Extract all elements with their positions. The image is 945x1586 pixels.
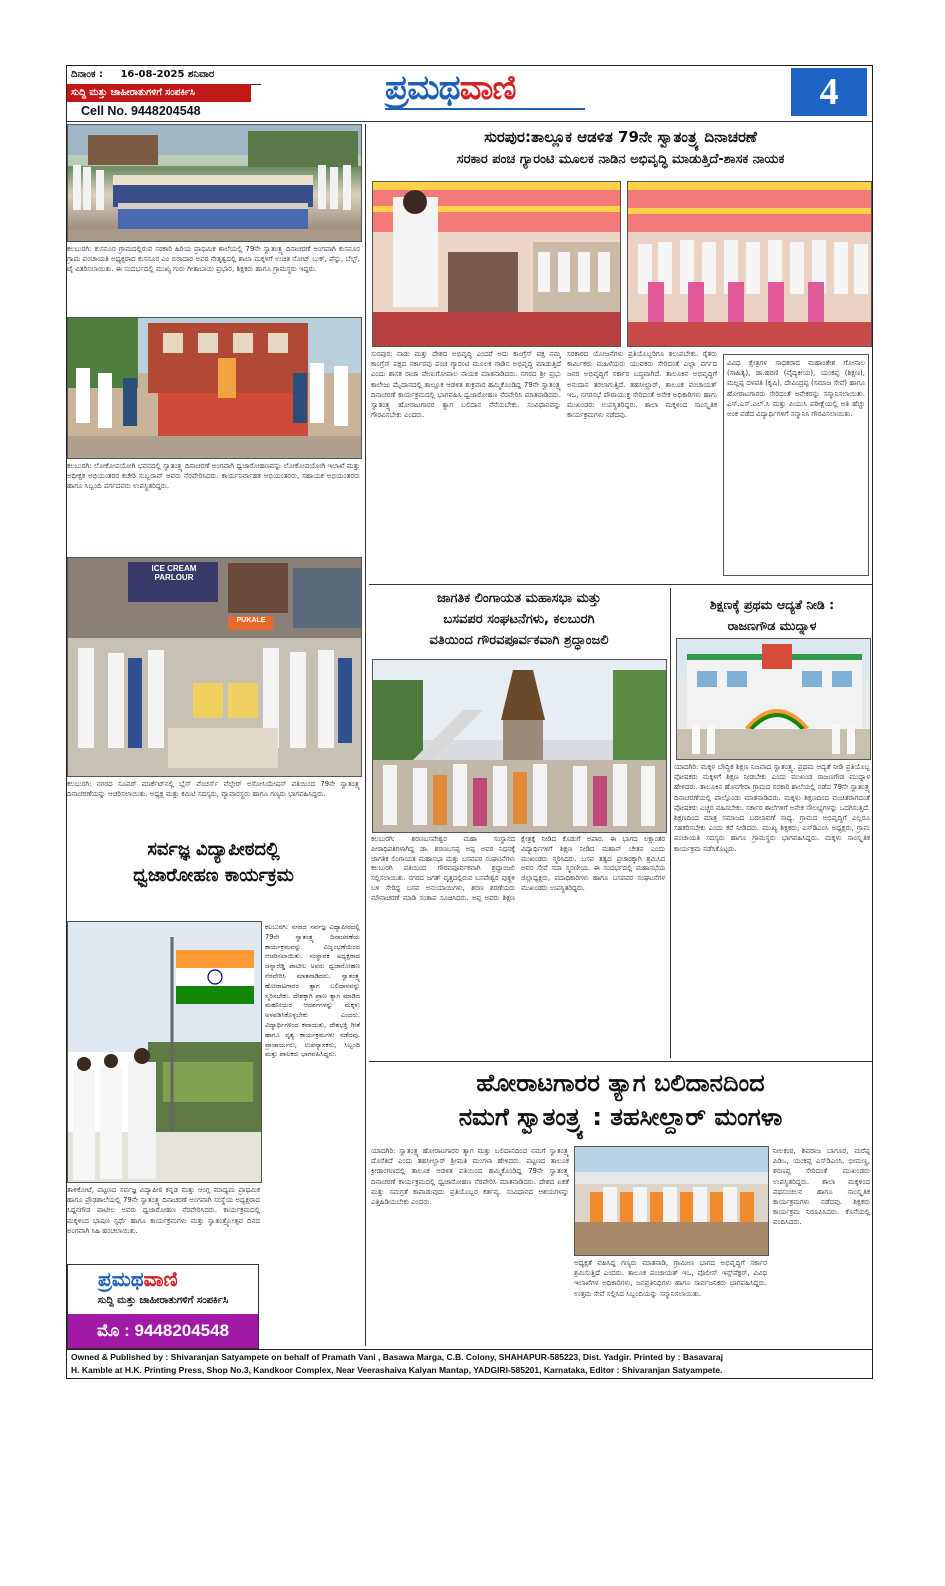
pwd-photo-art — [68, 318, 361, 458]
lingayat-article-body: ಕಲಬುರಗಿ: ಶರಣಬಸವೇಶ್ವರ ಮಹಾ ಸಂಸ್ಥಾನದ ಪೀಠಾಧಿಪತಿಗಳಾಗಿದ್ದ ಡಾ. ಶರಣಬಸಪ್ಪ ಅಪ್ಪ ಅವರ ನಿಧನಕ್ಕೆ ಜಾಗತಿಕ ಲಿಂಗಾಯತ ಮಹಾಸಭಾ ಮತ್ತು ಬಸವಪರ ಸಂಘಟನೆಗಳು ಕಲಬುರಗಿ ವತಿಯಿಂದ ಗೌರವಪೂರ್ವಕವಾಗಿ ಶ್ರದ್ಧಾಂಜಲಿ ಸಲ್ಲಿಸಲಾಯಿತು. ನಗರದ ಜಗತ್ ವೃತ್ತದಲ್ಲಿರುವ ಬಸವೇಶ್ವರ ಪುತ್ಥಳಿ ಬಳಿ ಸೇರಿದ್ದ ಬಸವ ಅನುಯಾಯಿಗಳು, ಶರಣ ಶರಣೆಯರು ಮೌನಾಚರಣೆ ಮಾಡಿ ಸಂತಾಪ ಸೂಚಿಸಿದರು. ಅಪ್ಪ ಅವರು ಶಿಕ್ಷಣ ಕ್ಷೇತ್ರಕ್ಕೆ ನೀಡಿದ ಕೊಡುಗೆ ಅಪಾರ. ಈ ಭಾಗದ ಲಕ್ಷಾಂತರ ವಿದ್ಯಾರ್ಥಿಗಳಿಗೆ ಶಿಕ್ಷಣ ನೀಡಿದ ಮಹಾನ್ ಚೇತನ ಎಂದು ಮುಖಂಡರು ಸ್ಮರಿಸಿದರು. ಬಸವ ತತ್ವದ ಪ್ರಚಾರಕ್ಕಾಗಿ ಶ್ರಮಿಸಿದ ಅವರ ಸೇವೆ ಸದಾ ಸ್ಮರಣೀಯ. ಈ ಸಂದರ್ಭದಲ್ಲಿ ಮಹಾಸಭೆಯ ಜಿಲ್ಲಾಧ್ಯಕ್ಷರು, ಪದಾಧಿಕಾರಿಗಳು ಹಾಗೂ ಬಸವಪರ ಸಂಘಟನೆಗಳ ಮುಖಂಡರು ಉಪಸ್ಥಿತರಿದ್ದರು. — [371, 835, 665, 902]
caption-pwd: ಕಲಬುರಗಿ: ಲೋಕೋಪಯೋಗಿ ಭವನದಲ್ಲಿ ಸ್ವಾತಂತ್ರ್ಯ ದಿನಾಚರಣೆ ಅಂಗವಾಗಿ ಧ್ವಜಾರೋಹಣವನ್ನು ಲೋಕೋಪಯೋಗಿ ಇಲಾಖೆ ಮತ್ತು ಅಧೀಕ್ಷಕ ಅಭಿಯಂತರರ ಕಚೇರಿ ಸುಬ್ಬರಾವ್ ಅವರು ನೆರವೇರಿಸಿದರು. ಕಾರ್ಯನಿರ್ವಾಹಕ ಅಭಿಯಂತರರು, ಸಹಾಯಕ ಅಭಿಯಂತರರು ಹಾಗೂ ಸಿಬ್ಬಂದಿ ವರ್ಗದವರು ಉಪಸ್ಥಿತರಿದ್ದರು. — [67, 462, 360, 491]
tahasildar-body-col-1: ಯಾದಗಿರಿ: ಸ್ವಾತಂತ್ರ್ಯ ಹೋರಾಟಗಾರರ ತ್ಯಾಗ ಮತ್ತು ಬಲಿದಾನದಿಂದ ನಮಗೆ ಸ್ವಾತಂತ್ರ್ಯ ದೊರೆತಿದೆ ಎಂದು ತಹಸೀಲ್ದಾರ್ ಶ್ರೀಮತಿ ಮಂಗಳಾ ಹೇಳಿದರು. ಪಟ್ಟಣದ ತಾಲೂಕ ಕ್ರೀಡಾಂಗಣದಲ್ಲಿ ತಾಲೂಕ ಆಡಳಿತ ವತಿಯಿಂದ ಹಮ್ಮಿಕೊಂಡಿದ್ದ 79ನೇ ಸ್ವಾತಂತ್ರ್ಯ ದಿನಾಚರಣೆ ಕಾರ್ಯಕ್ರಮದಲ್ಲಿ ಧ್ವಜಾರೋಹಣ ನೆರವೇರಿಸಿ ಮಾತನಾಡಿದರು. ದೇಶದ ಏಕತೆ ಮತ್ತು ಸಮಗ್ರತೆ ಕಾಪಾಡುವುದು ಪ್ರತಿಯೊಬ್ಬರ ಕರ್ತವ್ಯ. ಸಂವಿಧಾನದ ಆಶಯಗಳನ್ನು ಎತ್ತಿಹಿಡಿಯಬೇಕು ಎಂದರು. — [371, 1147, 569, 1207]
school-children-photo — [67, 124, 362, 242]
basava-statue-photo — [372, 659, 667, 833]
education-headline-1: ಶಿಕ್ಷಣಕ್ಕೆ ಪ್ರಥಮ ಆದ್ಯತೆ ನೀಡಿ : — [709, 597, 835, 612]
mla-speech-photo — [372, 181, 621, 347]
tahasildar-headline-2: ನಮಗೆ ಸ್ವಾತಂತ್ರ್ಯ : ತಹಸೀಲ್ದಾರ್ ಮಂಗಳಾ — [458, 1103, 783, 1131]
education-article-body: ಯಾದಗಿರಿ: ಮಕ್ಕಳ ಬೌದ್ಧಿಕ ಶಿಕ್ಷಣ ನಿಜವಾದ ಸ್ವಾತಂತ್ರ್ಯ. ಪ್ರಥಮ ಆದ್ಯತೆ ನೀಡಿ ಪ್ರತಿಯೊಬ್ಬ ಪೋಷಕರು ಮಕ್ಕಳಿಗೆ ಶಿಕ್ಷಣ ನೀಡಬೇಕು ಎಂದು ಮುಖಂಡ ರಾಜಣಗೌಡ ಮುದ್ನಾಳ ಹೇಳಿದರು. ತಾಲೂಕಿನ ಹೊನಗೇರಾ ಗ್ರಾಮದ ಸರಕಾರಿ ಶಾಲೆಯಲ್ಲಿ ನಡೆದ 79ನೇ ಸ್ವಾತಂತ್ರ್ಯ ದಿನಾಚರಣೆಯಲ್ಲಿ ಪಾಲ್ಗೊಂಡು ಮಾತನಾಡಿದರು. ಮಕ್ಕಳು ಶಿಕ್ಷಣದಿಂದ ವಂಚಿತರಾಗದಂತೆ ಪೋಷಕರು ಎಚ್ಚರ ವಹಿಸಬೇಕು. ಸರ್ಕಾರ ಶಾಲೆಗಳಿಗೆ ಅನೇಕ ಸೌಲಭ್ಯಗಳನ್ನು ಒದಗಿಸುತ್ತಿದೆ. ಶಿಕ್ಷಣದಿಂದ ಮಾತ್ರ ಸಮಾಜದ ಬದಲಾವಣೆ ಸಾಧ್ಯ. ಗ್ರಾಮದ ಅಭಿವೃದ್ಧಿಗೆ ಎಲ್ಲರೂ ಸಹಕರಿಸಬೇಕು ಎಂದು ಕರೆ ನೀಡಿದರು. ಮುಖ್ಯ ಶಿಕ್ಷಕರು, ಎಸ್‌ಡಿಎಂಸಿ ಅಧ್ಯಕ್ಷರು, ಗ್ರಾಮ ಪಂಚಾಯತಿ ಸದಸ್ಯರು ಹಾಗೂ ಗ್ರಾಮಸ್ಥರು ಭಾಗವಹಿಸಿದ್ದರು. ಮಕ್ಕಳು ಸಾಂಸ್ಕೃತಿಕ ಕಾರ್ಯಕ್ರಮ ನಡೆಸಿಕೊಟ್ಟರು. — [674, 763, 870, 853]
logo-underline — [385, 108, 585, 110]
ad-logo-part-1: ಪ್ರಮಥ — [98, 1267, 144, 1291]
lingayat-headline-3: ವತಿಯಿಂದ ಗೌರವಪೂರ್ವಕವಾಗಿ ಶ್ರದ್ಧಾಂಜಲಿ — [429, 633, 609, 648]
cell-label: Cell No. — [81, 104, 128, 118]
cell-number-line — [81, 104, 201, 118]
tahasildar-body-col-2: ಅಧ್ಯಕ್ಷತೆ ವಹಿಸಿದ್ದ ಗಣ್ಯರು ಮಾತನಾಡಿ, ಗ್ರಾಮೀಣ ಭಾಗದ ಅಭಿವೃದ್ಧಿಗೆ ಸರ್ಕಾರ ಶ್ರಮಿಸುತ್ತಿದೆ ಎಂದರು. ತಾಲೂಕ ಪಂಚಾಯತ್ ಇಒ, ಪೊಲೀಸ್ ಇನ್ಸ್‌ಪೆಕ್ಟರ್, ವಿವಿಧ ಇಲಾಖೆಗಳ ಅಧಿಕಾರಿಗಳು, ಜನಪ್ರತಿನಿಧಿಗಳು ಹಾಗೂ ಸಾರ್ವಜನಿಕರು ಭಾಗವಹಿಸಿದ್ದರು. ಉತ್ತಮ ಸೇವೆ ಸಲ್ಲಿಸಿದ ಸಿಬ್ಬಂದಿಯನ್ನು ಸನ್ಮಾನಿಸಲಾಯಿತು. — [574, 1259, 767, 1298]
lingayat-headline-1: ಜಾಗತಿಕ ಲಿಂಗಾಯತ ಮಹಾಸಭಾ ಮತ್ತು — [437, 591, 601, 606]
newspaper-logo — [385, 68, 625, 116]
pwd-flag-hoisting-photo — [67, 317, 362, 459]
cell-number: 9448204548 — [131, 104, 201, 118]
lingayat-headline-2: ಬಸವಪರ ಸಂಘಟನೆಗಳು, ಕಲಬುರಗಿ — [443, 612, 595, 627]
advertisement-box — [67, 1264, 259, 1349]
school-photo-art — [677, 639, 870, 759]
mla-photo-art — [373, 182, 620, 346]
date-line — [67, 66, 261, 85]
ad-phone: ಮೊ : 9448204548 — [68, 1314, 258, 1348]
page-number-box: 4 — [791, 68, 867, 116]
imprint-line-1: Owned & Published by : Shivaranjan Satyampete on behalf of Pramath Vani , Basawa Marga, C.B. Colony, SHAHAPUR-585223, Dist. Yadgir. Printed by : Basavaraj — [71, 1352, 724, 1362]
column-divider-left — [365, 124, 366, 1346]
stage-photo-art — [628, 182, 871, 346]
caption-school: ಕಲಬುರಗಿ: ಕುಸನೂರ ಗ್ರಾಮದಲ್ಲಿರುವ ಸರಕಾರಿ ಹಿರಿಯ ಪ್ರಾಥಮಿಕ ಶಾಲೆಯಲ್ಲಿ 79ನೇ ಸ್ವಾತಂತ್ರ್ಯ ದಿನಾಚರಣೆ ಅಂಗವಾಗಿ ಕುಸನೂರ ಗ್ರಾಮ ಪಂಚಾಯತಿ ಅಧ್ಯಕ್ಷರಾದ ಕುಸನೂರ ಎಂ ಬಿರಾದಾರ ಅವರ ನೇತೃತ್ವದಲ್ಲಿ ಶಾಲಾ ಮಕ್ಕಳಿಗೆ ಉಚಿತ ನೋಟ್ ಬುಕ್, ಪೆನ್ನು, ಬೆಲ್ಟ್, ಟೈ ವಿತರಿಸಲಾಯಿತು. ಈ ಸಂದರ್ಭದಲ್ಲಿ ಮುಖ್ಯ ಗುರು ಗೀತಾಬಾಯಿ ಪ್ರಭಾರ, ಶಿಕ್ಷಕರು ಹಾಗೂ ಗ್ರಾಮಸ್ಥರು ಇದ್ದರು. — [67, 245, 360, 274]
date-label: ದಿನಾಂಕ : — [71, 69, 103, 80]
flag-photo-art — [68, 922, 261, 1182]
felicitation-stage-photo — [627, 181, 872, 347]
education-headline-2: ರಾಜಣಗೌಡ ಮುದ್ನಾಳ — [727, 618, 817, 633]
column-divider-right — [670, 588, 671, 1058]
lead-subheadline: ಸರಕಾರ ಪಂಚ ಗ್ಯಾರಂಟಿ ಮೂಲಕ ನಾಡಿನ ಅಭಿವೃದ್ಧಿ ಮಾಡುತ್ತಿದೆ-ಶಾಸಕ ನಾಯಕ — [456, 152, 785, 167]
newspaper-page — [66, 65, 873, 1379]
imprint-footer — [67, 1349, 872, 1378]
imprint-line-2: H. Kamble at H.K. Printing Press, Shop No.3, Kandkoor Complex, Near Veerashaiva Kalyan Mantap, YADGIRI-585201, Karnataka, Editor : Shivaranjan Satyampete. — [71, 1365, 723, 1375]
sarvajna-headline-1: ಸರ್ವಜ್ಞ ವಿದ್ಯಾಪೀಠದಲ್ಲಿ — [147, 839, 280, 860]
statue-photo-art — [373, 660, 666, 832]
tahasildar-top-rule — [369, 1061, 872, 1062]
logo-part-2: ವಾಣಿ — [459, 68, 516, 108]
masthead-divider — [67, 121, 872, 122]
market-photo-art — [68, 558, 361, 776]
school-children-photo-art — [68, 125, 361, 241]
school-building-photo — [676, 638, 871, 760]
lead-awardees-box: ವಿವಿಧ ಕ್ಷೇತ್ರಗಳ ಸಾಧಕರಾದ ಮಹಾಂತೇಶ ಗೋನಾಲ (ಸಾಹಿತ್ಯ), ಡಾ.ಹರಣಿ (ವೈದ್ಯಕೀಯ), ಯಂಕಪ್ಪ (ಶಿಕ್ಷಣ), ಮಲ್ಲಪ್ಪ ದಳಪತಿ (ಕೃಷಿ), ದೇವಿಂದ್ರಪ್ಪ (ಸಮಾಜ ಸೇವೆ) ಹಾಗೂ ಹೋರಾಟಗಾರರು ಸೇರಿದಂತೆ ಅನೇಕರನ್ನು ಸನ್ಮಾನಿಸಲಾಯಿತು. ಎಸ್.ಎಸ್.ಎಲ್.ಸಿ ಮತ್ತು ಪಿಯುಸಿ ಪರೀಕ್ಷೆಯಲ್ಲಿ ಅತಿ ಹೆಚ್ಚು ಅಂಕ ಪಡೆದ ವಿದ್ಯಾರ್ಥಿಗಳಿಗೆ ಸನ್ಮಾನಿಸಿ ಗೌರವಿಸಲಾಯಿತು. — [723, 354, 869, 576]
sarvajna-headline-2: ಧ್ವಜಾರೋಹಣ ಕಾರ್ಯಕ್ರಮ — [133, 865, 294, 886]
tahasildar-stage-photo — [574, 1146, 769, 1256]
sarvajna-article-body: ಕಲಬುರಗಿ: ನಗರದ ಸರ್ವಜ್ಞ ವಿದ್ಯಾಪೀಠದಲ್ಲಿ 79ನೇ ಸ್ವಾತಂತ್ರ್ಯ ದಿನಾಚರಣೆಯ ಕಾರ್ಯಕ್ರಮವನ್ನು ವಿಜೃಂಭಣೆಯಿಂದ ಆಚರಿಸಲಾಯಿತು. ಸಂಸ್ಥಾಪಕ ಅಧ್ಯಕ್ಷರಾದ ಚನ್ನಾರೆಡ್ಡಿ ಪಾಟೀಲ ಅವರು ಧ್ವಜಾರೋಹಣ ನೆರವೇರಿಸಿ ಮಾತನಾಡಿದರು. ಸ್ವಾತಂತ್ರ್ಯ ಹೋರಾಟಗಾರರ ತ್ಯಾಗ ಬಲಿದಾನವನ್ನು ಸ್ಮರಿಸಬೇಕು. ದೇಶಕ್ಕಾಗಿ ಪ್ರಾಣ ತ್ಯಾಗ ಮಾಡಿದ ಮಹನೀಯರ ಆದರ್ಶಗಳನ್ನು ಮಕ್ಕಳು ಅಳವಡಿಸಿಕೊಳ್ಳಬೇಕು ಎಂದರು. ವಿದ್ಯಾರ್ಥಿಗಳಿಂದ ಕವಾಯತು, ದೇಶಭಕ್ತಿ ಗೀತೆ ಹಾಗೂ ನೃತ್ಯ ಕಾರ್ಯಕ್ರಮಗಳು ನಡೆದವು. ಪ್ರಾಚಾರ್ಯರು, ಉಪನ್ಯಾಸಕರು, ಸಿಬ್ಬಂದಿ ಮತ್ತು ಪಾಲಕರು ಭಾಗವಹಿಸಿದ್ದರು. — [265, 923, 360, 1059]
icecream-sign: ICE CREAM PARLOUR — [151, 564, 197, 582]
ad-contact-line: ಸುದ್ದಿ ಮತ್ತು ಜಾಹೀರಾತುಗಳಿಗೆ ಸಂಪರ್ಕಿಸಿ — [97, 1295, 229, 1306]
lead-headline: ಸುರಪುರ:ತಾಲ್ಲೂಕ ಆಡಳಿತ 79ನೇ ಸ್ವಾತಂತ್ರ್ಯ ದಿನಾಚರಣೆ — [484, 128, 757, 146]
tahasildar-photo-art — [575, 1147, 768, 1255]
date-value: 16-08-2025 ಶನಿವಾರ — [120, 69, 215, 80]
ads-contact-strip: ಸುದ್ದಿ ಮತ್ತು ಜಾಹೀರಾತುಗಳಿಗೆ ಸಂಪರ್ಕಿಸಿ — [67, 84, 251, 102]
market-celebration-photo — [67, 557, 362, 777]
shop-sign: PUKALE — [236, 617, 266, 624]
sarvajna-flag-photo — [67, 921, 262, 1183]
lead-bottom-rule — [369, 584, 872, 585]
lead-body-col-1: ಸುರಪುರ: ನಾಡು ಮತ್ತು ದೇಶದ ಅಭಿವೃದ್ಧಿ ಎಂದರೆ ಅದು ಕಾಂಗ್ರೆಸ್ ಪಕ್ಷ ನಮ್ಮ ಕಾಂಗ್ರೆಸ್ ಪಕ್ಷದ ಸರ್ಕಾರವು ಪಂಚ ಗ್ಯಾರಂಟಿ ಮೂಲಕ ನಾಡಿನ ಅಭಿವೃದ್ಧಿ ಮಾಡುತ್ತಿದೆ ಎಂದು ಶಾಸಕ ರಾಜಾ ವೇಣುಗೋಪಾಲ ನಾಯಕ ಮಾತನಾಡಿದರು. ನಗರದ ಶ್ರೀ ಪ್ರಭು ಕಾಲೇಜು ಮೈದಾನದಲ್ಲಿ ತಾಲ್ಲೂಕ ಆಡಳಿತ ಶುಕ್ರವಾರ ಹಮ್ಮಿಕೊಂಡಿದ್ದ 79ನೇ ಸ್ವಾತಂತ್ರ್ಯ ದಿನಾಚರಣೆ ಕಾರ್ಯಕ್ರಮದಲ್ಲಿ ಭಾಗವಹಿಸಿ ಧ್ವಜಾರೋಹಣ ನೆರವೇರಿಸಿ ಮಾತನಾಡಿದರು. ಸ್ವಾತಂತ್ರ್ಯ ಹೋರಾಟಗಾರರ ತ್ಯಾಗ ಬಲಿದಾನ ನೆನೆಯಬೇಕು. ಸಂವಿಧಾನವನ್ನು ಗೌರವಿಸಬೇಕು ಎಂದರು. — [371, 350, 561, 420]
tahasildar-body-col-3: ನೀಲಕಂಠ, ಶಿವರಾಜ ಬಾಗೂರ, ಮರೆಪ್ಪ ಪಿಡಿಒ, ಯಂಕಪ್ಪ ಎಸ್‌ಡಿಎಂಸಿ, ಭೀಮಣ್ಣ, ಶರಣಪ್ಪ ಸೇರಿದಂತೆ ಮುಖಂಡರು ಉಪಸ್ಥಿತರಿದ್ದರು. ಶಾಲಾ ಮಕ್ಕಳಿಂದ ಪಥಸಂಚಲನ ಹಾಗೂ ಸಾಂಸ್ಕೃತಿಕ ಕಾರ್ಯಕ್ರಮಗಳು ನಡೆದವು. ಶಿಕ್ಷಕರು ಕಾರ್ಯಕ್ರಮ ನಿರೂಪಿಸಿದರು. ಕೊನೆಯಲ್ಲಿ ವಂದಿಸಿದರು. — [773, 1147, 870, 1227]
tahasildar-headline-1: ಹೋರಾಟಗಾರರ ತ್ಯಾಗ ಬಲಿದಾನದಿಂದ — [476, 1069, 765, 1097]
sarvajna-article-body-2: ತಾಳಿಕೋಟೆ, ಪಟ್ಟಣದ ಸರ್ವಜ್ಞ ವಿದ್ಯಾಪೀಠ ಕನ್ನಡ ಮತ್ತು ಆಂಗ್ಲ ಮಾಧ್ಯಮ ಪ್ರಾಥಮಿಕ ಹಾಗೂ ಪ್ರೌಢಶಾಲೆಯಲ್ಲಿ 79ನೇ ಸ್ವಾತಂತ್ರ್ಯ ದಿನಾಚರಣೆ ಅಂಗವಾಗಿ ಸಂಸ್ಥೆಯ ಅಧ್ಯಕ್ಷರಾದ ಸಿದ್ದನಗೌಡ ಪಾಟೀಲ ಅವರು ಧ್ವಜಾರೋಹಣ ನೆರವೇರಿಸಿದರು. ಕಾರ್ಯಕ್ರಮದಲ್ಲಿ ಮಕ್ಕಳಿಂದ ಭಾಷಣ ಸ್ಪರ್ಧೆ ಹಾಗೂ ಕಾರ್ಯಕ್ರಮಗಳು ಮತ್ತು ಸ್ವಾತಂತ್ರ್ಯೋತ್ಸವ ದಿನದ ಅಂಗವಾಗಿ ಸಿಹಿ ಹಂಚಲಾಯಿತು. — [67, 1186, 260, 1235]
ad-logo-part-2: ವಾಣಿ — [143, 1267, 178, 1291]
lead-body-col-2: ಸರಕಾರದ ಯೋಜನೆಗಳು ಪ್ರತಿಯೊಬ್ಬರಿಗೂ ತಲುಪಬೇಕು. ರೈತರು ಕಾರ್ಮಿಕರು ಮಹಿಳೆಯರು ಯುವಕರು ಸೇರಿದಂತೆ ಎಲ್ಲಾ ವರ್ಗದ ಜನರ ಅಭಿವೃದ್ಧಿಗೆ ಸರ್ಕಾರ ಬದ್ಧವಾಗಿದೆ. ತಾಲೂಕಿನ ಅಭಿವೃದ್ಧಿಗೆ ಅನುದಾನ ತರಲಾಗುತ್ತಿದೆ. ತಹಸೀಲ್ದಾರ್, ತಾಲೂಕ ಪಂಚಾಯತ್ ಇಒ, ನಗರಸಭೆ ಪೌರಾಯುಕ್ತ ಸೇರಿದಂತೆ ಅನೇಕ ಅಧಿಕಾರಿಗಳು ಹಾಗು ಮುಖಂಡರು ಉಪಸ್ಥಿತರಿದ್ದರು. ಶಾಲಾ ಮಕ್ಕಳಿಂದ ಸಾಂಸ್ಕೃತಿಕ ಕಾರ್ಯಕ್ರಮಗಳು ನಡೆದವು. — [567, 350, 717, 420]
caption-market: ಕಲಬುರಗಿ: ನಗರದ ಸೂಪರ್ ಮಾರ್ಕೆಟ್‌ನಲ್ಲಿ ಬ್ಲೆಸ್ ವೆಂಚರ್ಸ್ ವೆಲ್ಫೇರ್ ಅಸೋಸಿಯೇಷನ್ ವತಿಯಿಂದ 79ನೇ ಸ್ವಾತಂತ್ರ್ಯ ದಿನಾಚರಣೆಯನ್ನು ಆಚರಿಸಲಾಯಿತು. ಅಧ್ಯಕ್ಷ ಮತ್ತು ಕಮಿಟಿ ಸದಸ್ಯರು, ವ್ಯಾಪಾರಸ್ಥರು ಹಾಗೂ ಗಣ್ಯರು ಭಾಗವಹಿಸಿದ್ದರು. — [67, 780, 360, 799]
logo-part-1: ಪ್ರಮಥ — [385, 68, 460, 108]
ad-logo — [98, 1267, 178, 1291]
